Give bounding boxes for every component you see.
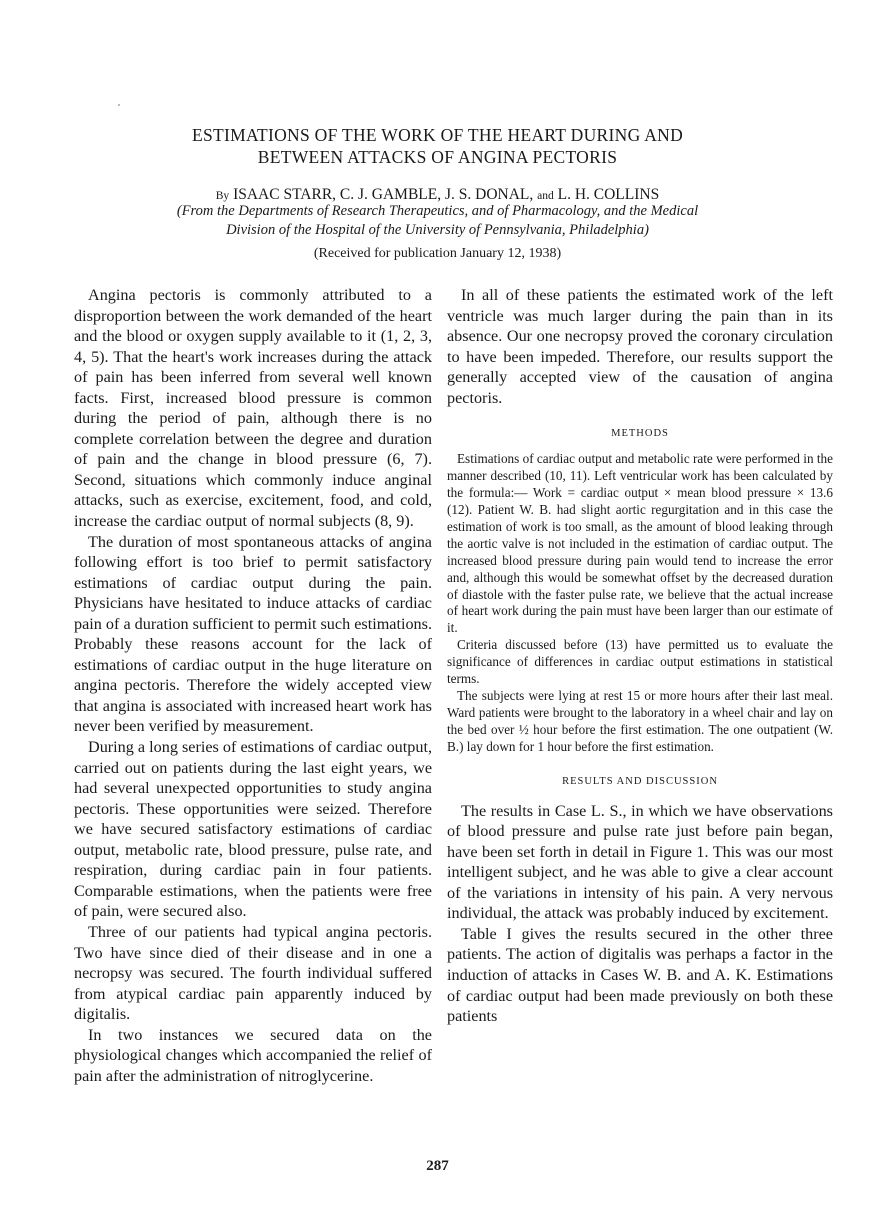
received-date: (Received for publication January 12, 1938) (313, 246, 562, 261)
section-heading-results: RESULTS AND DISCUSSION (562, 775, 718, 787)
paper-title (0, 124, 875, 168)
scan-speck (118, 104, 120, 106)
page-number: 287 (426, 1158, 449, 1174)
results-section (447, 801, 833, 1027)
right-column (447, 285, 833, 1027)
methods-section (447, 451, 833, 755)
paragraph: The results in Case L. S., in which we have observations of blood pressure and pulse rate just before pain began, have been set forth in detail in Figure 1. This was our most intelligent subject, and he was able to give a clear account of the variations in intensity of his pain. A very nervous individual, the attack was probably induced by excitement. (447, 801, 833, 923)
authors-last: L. H. COLLINS (557, 186, 660, 203)
paragraph: In all of these patients the estimated work of the left ventricle was much larger during the pain than in its absence. Our one necropsy proved the coronary circulation to have been impeded. Therefore, our results support the generally accepted view of the causation of angina pectoris. (447, 286, 833, 407)
section-heading-methods: METHODS (611, 428, 669, 440)
left-column (74, 285, 432, 1086)
title-line: ESTIMATIONS OF THE WORK OF THE HEART DURING AND (191, 125, 684, 145)
paragraph: Criteria discussed before (13) have permitted us to evaluate the significance of differences in cardiac output estimations in statistical terms. (447, 637, 833, 687)
affiliation-line: Division of the Hospital of the University of Pennsylvania, Philadelphia) (226, 222, 649, 238)
paragraph: In two instances we secured data on the physiological changes which accompanied the relief of pain after the administration of nitroglycerine. (74, 1025, 432, 1085)
and-label: and (537, 190, 554, 202)
paragraph: Three of our patients had typical angina pectoris. Two have since died of their disease and in one a necropsy was secured. The fourth individual suffered from atypical cardiac pain apparently induced by digitalis. (74, 922, 432, 1024)
affiliation-line: (From the Departments of Research Therapeutics, and of Pharmacology, and the Medical (176, 203, 699, 219)
affiliation (0, 202, 875, 240)
title-line: BETWEEN ATTACKS OF ANGINA PECTORIS (257, 147, 618, 167)
paragraph: Table I gives the results secured in the other three patients. The action of digitalis was perhaps a factor in the induction of attacks in Cases W. B. and A. K. Estimations of cardiac output had been made previously on both these patients (447, 924, 833, 1026)
by-label: By (215, 190, 230, 202)
paragraph: The subjects were lying at rest 15 or more hours after their last meal. Ward patients were brought to the laboratory in a wheel chair and lay on the bed over ½ hour before the first estimation. The one outpatient (W. B.) lay down for 1 hour before the first estimation. (447, 687, 833, 754)
authors-list: ISAAC STARR, C. J. GAMBLE, J. S. DONAL, (233, 186, 534, 203)
paragraph: Estimations of cardiac output and metabolic rate were performed in the manner described (10, 11). Left ventricular work has been calculated by the formula:— Work = cardiac output × mean blood pressure × 13.6 (12). Patient W. B. had slight aortic regurgitation and in this case the estimation of work is too small, as the amount of blood leaking through the aortic valve is not included in the estimation of cardiac output. The increased blood pressure during pain would tend to increase the error and, although this would be somewhat offset by the decreased duration of diastole with the faster pulse rate, we believe that the actual increase of heart work during the pain must have been larger than our estimate of it. (447, 451, 833, 636)
paragraph: The duration of most spontaneous attacks of angina following effort is too brief to permit satisfactory estimations of cardiac output during the pain. Physicians have hesitated to induce attacks of cardiac pain of a duration sufficient to permit such estimations. Probably these reasons account for the lack of estimations of cardiac output in the huge literature on angina pectoris. Therefore the widely accepted view that angina is associated with increased heart work has never been verified by measurement. (74, 532, 432, 736)
paragraph: Angina pectoris is commonly attributed to a disproportion between the work demanded of the heart and the blood or oxygen supply available to it (1, 2, 3, 4, 5). That the heart's work increases during the attack of pain has been inferred from several well known facts. First, increased blood pressure is common during the period of pain, although there is no complete correlation between the degree and duration of pain and the change in blood pressure (6, 7). Second, situations which commonly induce anginal attacks, such as exercise, excitement, food, and cold, increase the cardiac output of normal subjects (8, 9). (74, 286, 432, 531)
paragraph: During a long series of estimations of cardiac output, carried out on patients during the last eight years, we had several unexpected opportunities to study angina pectoris. These opportunities were seized. Therefore we have secured satisfactory estimations of cardiac output, metabolic rate, blood pressure, pulse rate, and respiration, during cardiac pain in four patients. Comparable estimations, when the patients were free of pain, were secured also. (74, 738, 432, 921)
